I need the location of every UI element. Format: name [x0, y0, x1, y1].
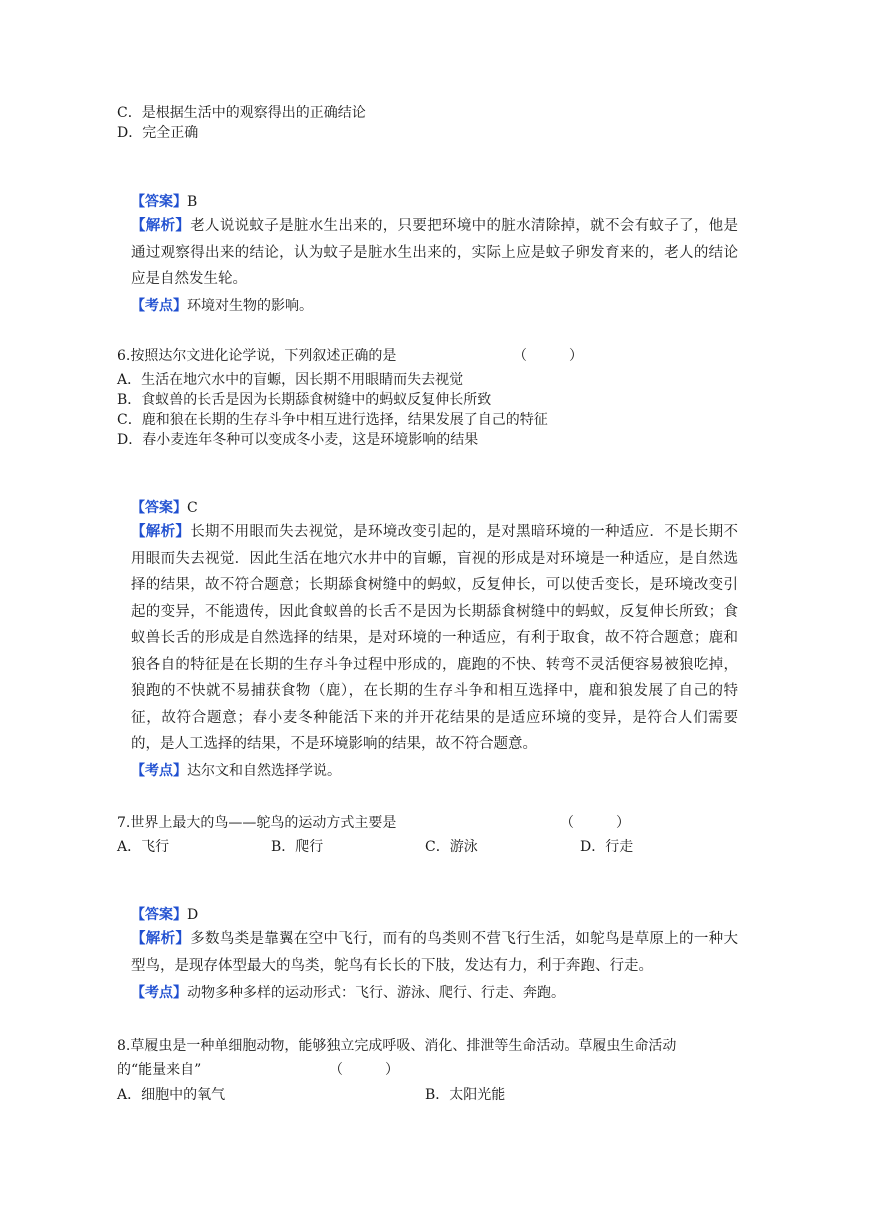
- answer-line: [131, 192, 197, 212]
- option-d: D．行走: [580, 839, 634, 855]
- question-8-stem-line-2: 的“能量来自”: [117, 1062, 202, 1078]
- option-a: A．生活在地穴水中的盲螈，因长期不用眼睛而失去视觉: [117, 372, 464, 388]
- analysis-block: [131, 926, 738, 979]
- answer-label: 【答案】: [131, 194, 187, 210]
- question-7-paren: （ ）: [560, 815, 630, 831]
- answer-value: B: [187, 194, 198, 210]
- analysis-label: 【解析】: [131, 523, 191, 540]
- question-8-stem-line-1: 8.草履虫是一种单细胞动物，能够独立完成呼吸、消化、排泄等生命活动。草履虫生命活动: [117, 1038, 677, 1054]
- point-label: 【考点】: [131, 985, 187, 1001]
- option-b: B．太阳光能: [425, 1087, 506, 1103]
- answer-value: C: [187, 500, 198, 516]
- answer-line: [131, 498, 198, 518]
- option-b: B．爬行: [271, 839, 324, 855]
- question-6-stem: 6.按照达尔文进化论学说，下列叙述正确的是: [117, 348, 397, 364]
- analysis-block: [131, 213, 738, 293]
- answer-value: D: [187, 907, 199, 923]
- analysis-label: 【解析】: [131, 217, 191, 234]
- point-text: 动物多种多样的运动形式：飞行、游泳、爬行、行走、奔跑。: [187, 985, 565, 1001]
- question-6-paren: （ ）: [513, 348, 583, 364]
- point-line: [131, 761, 341, 781]
- analysis-block: [131, 519, 738, 758]
- point-label: 【考点】: [131, 763, 187, 779]
- analysis-text: 老人说说蚊子是脏水生出来的，只要把环境中的脏水清除掉，就不会有蚊子了，他是通过观察得出来的结论，认为蚊子是脏水生出来的，实际上应是蚊子卵发育来的，老人的结论应是自然发生轮。: [131, 218, 738, 287]
- analysis-text: 长期不用眼而失去视觉，是环境改变引起的，是对黑暗环境的一种适应．不是长期不用眼而失去视觉．因此生活在地穴水井中的盲螈，盲视的形成是对环境是一种适应，是自然选择的结果，故不符合题意；长期舔食树缝中的蚂蚁，反复伸长，可以使舌变长，是环境改变引起的变异，不能遗传，因此食蚁兽的长舌不是因为长期舔食树缝中的蚂蚁，反复伸长所致；食蚁兽长舌的形成是自然选择的结果，是对环境的一种适应，有利于取食，故不符合题意；鹿和狼各自的特征是在长期的生存斗争过程中形成的，鹿跑的不快、转弯不灵活便容易被狼吃掉，狼跑的不快就不易捕获食物（鹿），在长期的生存斗争和相互选择中，鹿和狼发展了自己的特征，故符合题意；春小麦冬种能活下来的并开花结果的是适应环境的变异，是符合人们需要的，是人工选择的结果，不是环境影响的结果，故不符合题意。: [131, 524, 738, 752]
- option-a: A．飞行: [117, 839, 170, 855]
- point-line: [131, 983, 565, 1003]
- option-b: B．食蚁兽的长舌是因为长期舔食树缝中的蚂蚁反复伸长所致: [117, 392, 492, 408]
- option-c: C．是根据生活中的观察得出的正确结论: [117, 105, 366, 121]
- point-text: 达尔文和自然选择学说。: [187, 763, 341, 779]
- point-label: 【考点】: [131, 298, 187, 314]
- point-line: [131, 296, 313, 316]
- option-c: C．游泳: [425, 839, 478, 855]
- option-d: D．完全正确: [117, 125, 199, 141]
- point-text: 环境对生物的影响。: [187, 298, 313, 314]
- answer-label: 【答案】: [131, 907, 187, 923]
- analysis-label: 【解析】: [131, 930, 191, 947]
- question-7-stem: 7.世界上最大的鸟——鸵鸟的运动方式主要是: [117, 815, 397, 831]
- option-d: D．春小麦连年冬种可以变成冬小麦，这是环境影响的结果: [117, 432, 479, 448]
- question-8-paren: （ ）: [329, 1062, 399, 1078]
- option-a: A．细胞中的氧气: [117, 1087, 226, 1103]
- analysis-text: 多数鸟类是靠翼在空中飞行，而有的鸟类则不营飞行生活，如鸵鸟是草原上的一种大型鸟，是现存体型最大的鸟类，鸵鸟有长长的下肢，发达有力，利于奔跑、行走。: [131, 931, 738, 974]
- option-c: C．鹿和狼在长期的生存斗争中相互进行选择，结果发展了自己的特征: [117, 412, 548, 428]
- answer-line: [131, 905, 198, 925]
- answer-label: 【答案】: [131, 500, 187, 516]
